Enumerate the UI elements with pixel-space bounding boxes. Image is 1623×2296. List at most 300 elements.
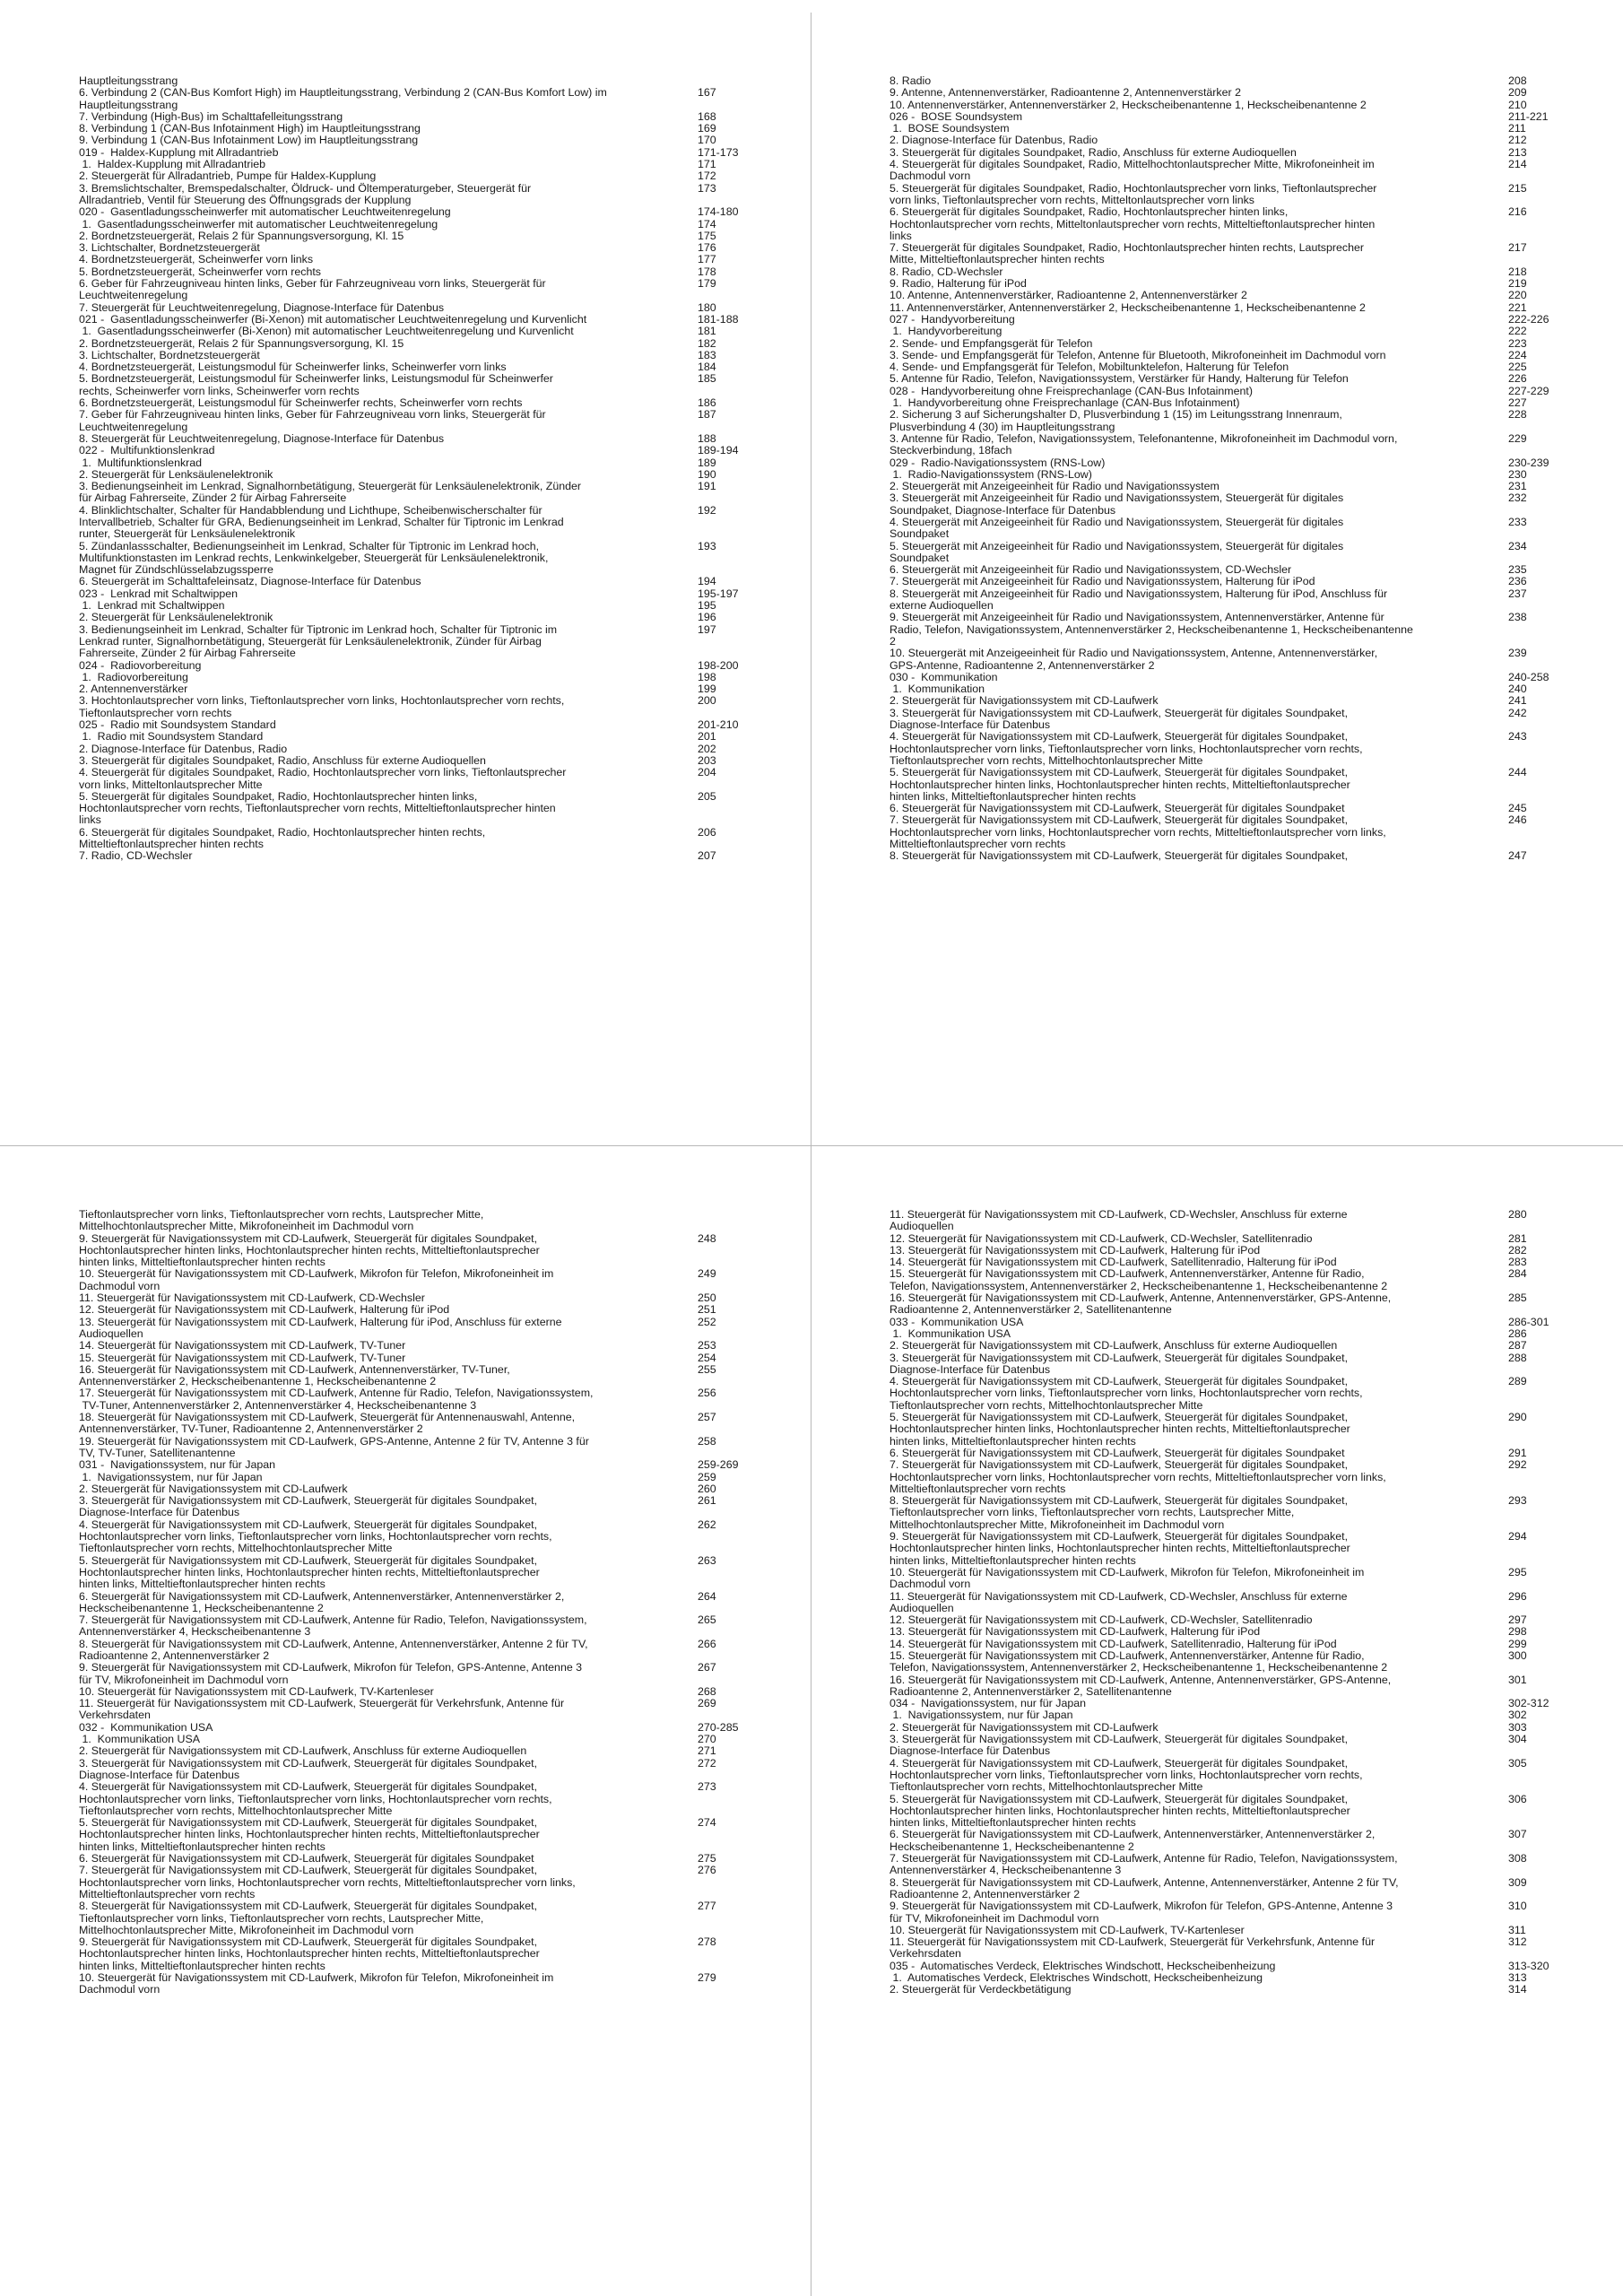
toc-entry — [890, 648, 1607, 672]
toc-entry — [890, 814, 1607, 850]
toc-entry — [79, 254, 796, 265]
toc-entry — [890, 1984, 1607, 1996]
toc-entry-title: 5. Steuergerät für digitales Soundpaket, Radio, Hochtonlautsprecher vorn links, Tieftonlautsprecher vorn links, Tieftonlautsprecher vorn rechts, Mitteltonlautsprecher vorn links — [890, 181, 1377, 206]
toc-page-number: 256 — [698, 1387, 716, 1400]
toc-entry — [79, 683, 796, 695]
toc-entry — [79, 1686, 796, 1698]
toc-entry — [79, 230, 796, 242]
toc-entry — [79, 183, 796, 207]
toc-entry — [890, 1209, 1607, 1233]
toc-entry — [890, 338, 1607, 350]
toc-entry-title: 028 - Handyvorbereitung ohne Freisprechanlage (CAN-Bus Infotainment) — [890, 384, 1253, 397]
toc-page-number: 266 — [698, 1637, 716, 1650]
toc-entry-title: 2. Bordnetzsteuergerät, Relais 2 für Spannungsversorgung, Kl. 15 — [79, 336, 404, 350]
toc-entry-title: 1. Handyvorbereitung ohne Freisprechanlage (CAN-Bus Infotainment) — [890, 396, 1240, 410]
toc-page-number: 243 — [1508, 730, 1527, 744]
toc-entry — [890, 1626, 1607, 1638]
toc-entry-title: 5. Steuergerät für Navigationssystem mit CD-Laufwerk, Steuergerät für digitales Soundpaket, Hochtonlautsprecher hinten links, Hochtonlautsprecher hinten rechts, Mitteltieftonlautsprecher hinten links, Mitteltieftonlautsprecher hinten rechts — [79, 1553, 540, 1591]
toc-page-number: 242 — [1508, 706, 1527, 719]
toc-entry-title: 026 - BOSE Soundsystem — [890, 109, 1023, 123]
toc-page-number: 252 — [698, 1315, 716, 1328]
toc-entry — [890, 1925, 1607, 1936]
toc-entry-title: 032 - Kommunikation USA — [79, 1720, 213, 1734]
toc-entry — [890, 492, 1607, 517]
toc-entry-title: 027 - Handyvorbereitung — [890, 312, 1015, 326]
toc-entry — [79, 135, 796, 146]
toc-page-number: 195 — [698, 599, 716, 613]
toc-page-number: 186 — [698, 396, 716, 410]
toc-page-number: 197 — [698, 622, 716, 636]
toc-entry-title: 6. Steuergerät mit Anzeigeeinheit für Radio und Navigationssystem, CD-Wechsler — [890, 563, 1292, 577]
toc-page-number: 247 — [1508, 849, 1527, 863]
toc-entry-title: 5. Steuergerät mit Anzeigeeinheit für Radio und Navigationssystem, Steuergerät für digitales Soundpaket — [890, 539, 1344, 564]
toc-entry-title: 4. Steuergerät für Navigationssystem mit CD-Laufwerk, Steuergerät für digitales Soundpaket, Hochtonlautsprecher vorn links, Tieftonlautsprecher vorn links, Hochtonlautsprecher vorn rechts, Tieftonlautsprecher vorn rechts, Mittelhochtonlautsprecher Mitte — [79, 1780, 552, 1817]
toc-page-number: 202 — [698, 742, 716, 755]
toc-entry-title: 7. Steuergerät mit Anzeigeeinheit für Radio und Navigationssystem, Halterung für iPod — [890, 575, 1315, 588]
toc-page-number: 277 — [698, 1900, 716, 1913]
toc-page-number: 257 — [698, 1411, 716, 1424]
toc-entry-title: 3. Lichtschalter, Bordnetzsteuergerät — [79, 348, 260, 361]
toc-page-number: 310 — [1508, 1900, 1527, 1913]
toc-entry — [79, 1817, 796, 1853]
toc-entry — [79, 1758, 796, 1782]
toc-page-number: 249 — [698, 1267, 716, 1281]
toc-entry — [79, 1412, 796, 1436]
toc-entry — [79, 1304, 796, 1316]
toc-entry — [79, 457, 796, 469]
toc-entry-title: 10. Steuergerät für Navigationssystem mit CD-Laufwerk, TV-Kartenleser — [79, 1684, 434, 1698]
toc-entry-title: 9. Steuergerät für Navigationssystem mit CD-Laufwerk, Steuergerät für digitales Soundpaket, Hochtonlautsprecher hinten links, Hochtonlautsprecher hinten rechts, Mitteltieftonlautsprecher hinten links, Mitteltieftonlautsprecher hinten rechts — [79, 1935, 540, 1972]
toc-entry-title: 3. Steuergerät für Navigationssystem mit CD-Laufwerk, Steuergerät für digitales Soundpaket, Diagnose-Interface für Datenbus — [890, 1351, 1349, 1376]
toc-entry — [890, 1257, 1607, 1268]
toc-entry-title: 3. Steuergerät für Navigationssystem mit CD-Laufwerk, Steuergerät für digitales Soundpaket, Diagnose-Interface für Datenbus — [890, 1733, 1349, 1758]
toc-entry — [890, 1459, 1607, 1495]
toc-page-number: 258 — [698, 1434, 716, 1448]
toc-entry — [79, 1436, 796, 1460]
toc-entry — [79, 433, 796, 445]
toc-page-number: 182 — [698, 336, 716, 350]
toc-page-number: 167 — [698, 86, 716, 100]
toc-entry — [79, 1340, 796, 1352]
toc-page-number: 307 — [1508, 1828, 1527, 1841]
toc-entry-title: 5. Bordnetzsteuergerät, Scheinwerfer vorn rechts — [79, 265, 321, 278]
toc-page-number: 181-188 — [698, 312, 739, 326]
toc-entry-title: 2. Steuergerät für Navigationssystem mit CD-Laufwerk, Anschluss für externe Audioquellen — [79, 1744, 527, 1758]
toc-entry-title: 11. Steuergerät für Navigationssystem mit CD-Laufwerk, CD-Wechsler, Anschluss für externe Audioquellen — [890, 1209, 1348, 1233]
toc-entry-title: 7. Steuergerät für Navigationssystem mit CD-Laufwerk, Steuergerät für digitales Soundpaket, Hochtonlautsprecher vorn links, Hochtonlautsprecher vorn rechts, Mitteltieftonlautsprecher vorn links, Mitteltieftonlautsprecher vorn rechts — [79, 1864, 576, 1900]
toc-page-number: 296 — [1508, 1589, 1527, 1603]
toc-page-number: 193 — [698, 539, 716, 552]
toc-entry-title: 3. Sende- und Empfangsgerät für Telefon, Antenne für Bluetooth, Mikrofoneinheit im Dachmodul vorn — [890, 348, 1386, 361]
toc-entry-title: 3. Bedienungseinheit im Lenkrad, Signalhornbetätigung, Steuergerät für Lenksäulenelektronik, Zünder für Airbag Fahrerseite, Zünder 2 für Airbag Fahrerseite — [79, 480, 582, 505]
toc-entry — [890, 1531, 1607, 1567]
toc-page-number: 270 — [698, 1733, 716, 1746]
toc-page-number: 179 — [698, 277, 716, 291]
toc-entry — [890, 135, 1607, 146]
toc-entry-title: 3. Steuergerät für Navigationssystem mit CD-Laufwerk, Steuergerät für digitales Soundpaket, Diagnose-Interface für Datenbus — [890, 706, 1349, 732]
toc-entry — [79, 600, 796, 612]
toc-page-number: 311 — [1508, 1923, 1526, 1936]
toc-entry — [79, 1639, 796, 1663]
toc-entry-title: 2. Steuergerät für Verdeckbetätigung — [890, 1983, 1072, 1996]
toc-entry — [79, 1268, 796, 1292]
toc-entry-title: 6. Steuergerät für digitales Soundpaket, Radio, Hochtonlautsprecher hinten links, Hochtonlautsprecher vorn rechts, Mitteltonlautsprecher vorn rechts, Mitteltieftonlautsprecher hinten links — [890, 205, 1376, 242]
toc-entry-title: 3. Steuergerät mit Anzeigeeinheit für Radio und Navigationssystem, Steuergerät für digitales Soundpaket, Diagnose-Interface für Datenbus — [890, 491, 1344, 517]
toc-entry-title: 11. Steuergerät für Navigationssystem mit CD-Laufwerk, Steuergerät für Verkehrsfunk, Antenne für Verkehrsdaten — [890, 1935, 1376, 1961]
toc-section — [79, 588, 796, 600]
toc-entry-title: 1. Automatisches Verdeck, Elektrisches Windschott, Heckscheibenheizung — [890, 1971, 1263, 1984]
toc-page-number: 261 — [698, 1494, 716, 1508]
toc-entry-title: 8. Steuergerät für Navigationssystem mit CD-Laufwerk, Steuergerät für digitales Soundpaket, Tieftonlautsprecher vorn links, Tieftonlautsprecher vorn rechts, Lautsprecher Mitte, Mittelhochtonlautsprecher Mitte, Mikrofoneinheit im Dachmodul vorn — [890, 1494, 1349, 1531]
toc-page-number: 205 — [698, 789, 716, 803]
toc-page-number: 276 — [698, 1864, 716, 1877]
toc-entry — [79, 1900, 796, 1936]
toc-entry-title: 1. Navigationssystem, nur für Japan — [890, 1709, 1073, 1722]
toc-entry — [79, 170, 796, 182]
toc-entry — [890, 1794, 1607, 1830]
toc-entry — [79, 505, 796, 541]
toc-entry — [890, 1292, 1607, 1317]
toc-page-number: 280 — [1508, 1209, 1527, 1221]
toc-page-number: 169 — [698, 122, 716, 135]
toc-entry-title: 13. Steuergerät für Navigationssystem mit CD-Laufwerk, Halterung für iPod — [890, 1243, 1261, 1257]
toc-entry — [79, 850, 796, 862]
toc-page-number: 218 — [1508, 265, 1527, 278]
toc-entry — [79, 111, 796, 123]
toc-entry-title: 2. Steuergerät für Navigationssystem mit CD-Laufwerk, Anschluss für externe Audioquellen — [890, 1339, 1338, 1352]
toc-page-number: 176 — [698, 241, 716, 255]
toc-entry-title: 10. Steuergerät für Navigationssystem mit CD-Laufwerk, TV-Kartenleser — [890, 1923, 1245, 1936]
toc-entry-title: 024 - Radiovorbereitung — [79, 658, 202, 672]
toc-entry — [79, 755, 796, 767]
toc-entry-title: 16. Steuergerät für Navigationssystem mit CD-Laufwerk, Antenne, Antennenverstärker, GPS-Antenne, Radioantenne 2, Antennenverstärker 2, Satellitenantenne — [890, 1292, 1392, 1317]
toc-page-number: 232 — [1508, 491, 1527, 505]
toc-page-number: 189-194 — [698, 444, 739, 457]
toc-entry-title: 1. Gasentladungsscheinwerfer (Bi-Xenon) mit automatischer Leuchtweitenregelung und Kurvenlicht — [79, 325, 574, 338]
toc-entry — [79, 219, 796, 230]
toc-entry-title: 5. Bordnetzsteuergerät, Leistungsmodul für Scheinwerfer links, Leistungsmodul für Scheinwerfer rechts, Scheinwerfer vorn links, Scheinwerfer vorn rechts — [79, 372, 553, 397]
toc-entry-title: 1. Radiovorbereitung — [79, 670, 188, 683]
toc-page-number: 201-210 — [698, 718, 739, 732]
toc-page-number: 304 — [1508, 1733, 1527, 1746]
toc-page-number: 240-258 — [1508, 670, 1549, 683]
toc-entry-title: 16. Steuergerät für Navigationssystem mit CD-Laufwerk, Antennenverstärker, TV-Tuner, Antennenverstärker 2, Heckscheibenantenne 1, Heckscheibenantenne 2 — [79, 1362, 510, 1388]
toc-entry-title: 9. Steuergerät für Navigationssystem mit CD-Laufwerk, Steuergerät für digitales Soundpaket, Hochtonlautsprecher hinten links, Hochtonlautsprecher hinten rechts, Mitteltieftonlautsprecher hinten links, Mitteltieftonlautsprecher hinten rechts — [890, 1530, 1350, 1567]
toc-entry — [79, 1865, 796, 1900]
toc-entry-title: 1. Kommunikation — [890, 683, 985, 696]
toc-entry — [890, 159, 1607, 183]
toc-entry-title: 030 - Kommunikation — [890, 670, 998, 683]
toc-page-number: 206 — [698, 825, 716, 839]
toc-entry-title: 4. Steuergerät mit Anzeigeeinheit für Radio und Navigationssystem, Steuergerät für digitales Soundpaket — [890, 515, 1344, 541]
toc-entry-title: 4. Bordnetzsteuergerät, Scheinwerfer vorn links — [79, 253, 314, 266]
toc-entry — [79, 481, 796, 505]
toc-page-number: 265 — [698, 1613, 716, 1627]
toc-page-number: 200 — [698, 694, 716, 708]
toc-page-number: 285 — [1508, 1292, 1527, 1305]
toc-entry — [890, 564, 1607, 576]
toc-entry — [890, 1853, 1607, 1877]
toc-page-number: 272 — [698, 1756, 716, 1770]
toc-entry — [79, 731, 796, 743]
toc-entry-title: 11. Antennenverstärker, Antennenverstärker 2, Heckscheibenantenne 1, Heckscheibenantenne 2 — [890, 300, 1366, 314]
toc-entry — [79, 1853, 796, 1865]
toc-entry — [890, 1412, 1607, 1448]
toc-entry — [890, 373, 1607, 385]
toc-page-number: 227 — [1508, 396, 1527, 410]
toc-entry-title: 12. Steuergerät für Navigationssystem mit CD-Laufwerk, CD-Wechsler, Satellitenradio — [890, 1231, 1313, 1245]
toc-page-number: 171 — [698, 158, 716, 171]
toc-page-number: 210 — [1508, 98, 1527, 111]
toc-entry-title: 15. Steuergerät für Navigationssystem mit CD-Laufwerk, Antennenverstärker, Antenne für Radio, Telefon, Navigationssystem, Antennenverstärker 2, Heckscheibenantenne 1, Heckscheibenantenne 2 — [890, 1267, 1388, 1292]
toc-entry-title: 4. Sende- und Empfangsgerät für Telefon, Mobiltunktelefon, Halterung für Telefon — [890, 361, 1289, 374]
toc-entry-title: 10. Steuergerät für Navigationssystem mit CD-Laufwerk, Mikrofon für Telefon, Mikrofoneinheit im Dachmodul vorn — [890, 1565, 1365, 1591]
toc-section — [890, 1698, 1607, 1709]
toc-page-number: 222-226 — [1508, 312, 1549, 326]
toc-page-number: 288 — [1508, 1351, 1527, 1364]
toc-entry — [79, 361, 796, 373]
toc-entry — [79, 744, 796, 755]
toc-page-number: 271 — [698, 1744, 716, 1758]
toc-entry — [79, 791, 796, 827]
toc-page-number: 270-285 — [698, 1720, 739, 1734]
toc-entry-title: 11. Steuergerät für Navigationssystem mit CD-Laufwerk, CD-Wechsler — [79, 1292, 425, 1305]
toc-entry-title: 3. Bremslichtschalter, Bremspedalschalter, Öldruck- und Öltemperaturgeber, Steuergerät für Allradantrieb, Ventil für Steuerung des Öffnungsgrads der Kupplung — [79, 181, 532, 206]
toc-page-number: 168 — [698, 109, 716, 123]
toc-entry-title: 2. Steuergerät für Lenksäulenelektronik — [79, 467, 273, 481]
toc-entry — [890, 433, 1607, 457]
toc-entry — [79, 1495, 796, 1519]
toc-entry-title: 5. Steuergerät für digitales Soundpaket, Radio, Hochtonlautsprecher hinten links, Hochtonlautsprecher vorn rechts, Tieftonlautsprecher vorn rechts, Mitteltieftonlautsprecher hinten links — [79, 789, 556, 827]
toc-entry-title: 8. Steuergerät für Leuchtweitenregelung, Diagnose-Interface für Datenbus — [79, 431, 445, 445]
toc-entry-title: 9. Steuergerät mit Anzeigeeinheit für Radio und Navigationssystem, Antennenverstärker, Antenne für Radio, Telefon, Navigationssystem, Antennenverstärker 2, Heckscheibenantenne 1, Heckscheibenantenne 2 — [890, 611, 1413, 648]
toc-entry — [890, 147, 1607, 159]
toc-entry-title: 14. Steuergerät für Navigationssystem mit CD-Laufwerk, TV-Tuner — [79, 1339, 406, 1352]
toc-page-number: 175 — [698, 229, 716, 242]
toc-entry — [890, 803, 1607, 814]
toc-entry — [890, 397, 1607, 409]
toc-page-number: 298 — [1508, 1625, 1527, 1639]
toc-entry — [79, 87, 796, 111]
toc-entry — [890, 266, 1607, 278]
toc-entry — [890, 1734, 1607, 1758]
toc-entry — [890, 350, 1607, 361]
toc-entry-title: 2. Antennenverstärker — [79, 683, 188, 696]
toc-entry-title: 1. Handyvorbereitung — [890, 325, 1002, 338]
toc-entry — [890, 1233, 1607, 1245]
toc-entry — [890, 517, 1607, 541]
toc-entry-title: 8. Verbindung 1 (CAN-Bus Infotainment High) im Hauptleitungsstrang — [79, 122, 421, 135]
page-divider-vertical-bottom — [811, 1146, 812, 2296]
toc-entry-title: 3. Hochtonlautsprecher vorn links, Tieftonlautsprecher vorn links, Hochtonlautsprecher vorn rechts, Tieftonlautsprecher vorn rechts — [79, 694, 565, 719]
toc-entry — [79, 75, 796, 87]
toc-entry — [79, 409, 796, 433]
toc-entry-title: 1. Lenkrad mit Schaltwippen — [79, 599, 225, 613]
toc-entry-title: 4. Steuergerät für Navigationssystem mit CD-Laufwerk, Steuergerät für digitales Soundpaket, Hochtonlautsprecher vorn links, Tieftonlautsprecher vorn links, Hochtonlautsprecher vorn rechts, Tieftonlautsprecher vorn rechts, Mittelhochtonlautsprecher Mitte — [890, 1756, 1363, 1794]
toc-entry — [79, 624, 796, 660]
toc-entry — [890, 1614, 1607, 1626]
toc-entry — [890, 850, 1607, 862]
toc-entry — [890, 469, 1607, 481]
toc-entry — [890, 1245, 1607, 1257]
toc-entry-title: 2. Steuergerät für Navigationssystem mit CD-Laufwerk — [890, 1720, 1159, 1734]
toc-entry — [79, 242, 796, 254]
toc-entry-title: 4. Steuergerät für Navigationssystem mit CD-Laufwerk, Steuergerät für digitales Soundpaket, Hochtonlautsprecher vorn links, Tieftonlautsprecher vorn links, Hochtonlautsprecher vorn rechts, Tieftonlautsprecher vorn rechts, Mittelhochtonlautsprecher Mitte — [79, 1518, 552, 1555]
toc-entry — [79, 1317, 796, 1341]
toc-page-number: 295 — [1508, 1565, 1527, 1578]
toc-entry-title: 7. Steuergerät für Navigationssystem mit CD-Laufwerk, Steuergerät für digitales Soundpaket, Hochtonlautsprecher vorn links, Hochtonlautsprecher vorn rechts, Mitteltieftonlautsprecher vorn links, Mitteltieftonlautsprecher vorn rechts — [890, 1458, 1386, 1495]
toc-entry-title: 5. Steuergerät für Navigationssystem mit CD-Laufwerk, Steuergerät für digitales Soundpaket, Hochtonlautsprecher hinten links, Hochtonlautsprecher hinten rechts, Mitteltieftonlautsprecher hinten links, Mitteltieftonlautsprecher hinten rechts — [890, 1792, 1350, 1830]
toc-page-number: 220 — [1508, 289, 1527, 302]
toc-page-number: 225 — [1508, 361, 1527, 374]
toc-entry — [890, 1376, 1607, 1412]
toc-page-number: 171-173 — [698, 145, 739, 159]
toc-page-number: 300 — [1508, 1648, 1527, 1662]
toc-page-number: 262 — [698, 1518, 716, 1531]
toc-page-number: 269 — [698, 1697, 716, 1710]
toc-page-number: 217 — [1508, 241, 1527, 255]
toc-entry — [890, 1495, 1607, 1531]
toc-entry — [890, 278, 1607, 290]
page-4 — [890, 1209, 1607, 2281]
toc-entry-title: 025 - Radio mit Soundsystem Standard — [79, 718, 276, 732]
page-1 — [79, 75, 796, 1089]
toc-page-number: 204 — [698, 766, 716, 779]
toc-entry — [79, 1233, 796, 1269]
toc-entry — [79, 350, 796, 361]
toc-page-number: 216 — [1508, 205, 1527, 219]
toc-entry-title: 6. Steuergerät für digitales Soundpaket, Radio, Hochtonlautsprecher hinten rechts, Mitteltieftonlautsprecher hinten rechts — [79, 825, 486, 850]
toc-entry-title: 7. Steuergerät für Navigationssystem mit CD-Laufwerk, Steuergerät für digitales Soundpaket, Hochtonlautsprecher vorn links, Hochtonlautsprecher vorn rechts, Mitteltieftonlautsprecher vorn links, Mitteltieftonlautsprecher vorn rechts — [890, 813, 1386, 850]
toc-entry-title: 11. Steuergerät für Navigationssystem mit CD-Laufwerk, CD-Wechsler, Anschluss für externe Audioquellen — [890, 1589, 1348, 1614]
toc-entry — [79, 373, 796, 397]
toc-page-number: 185 — [698, 372, 716, 386]
toc-section — [890, 1317, 1607, 1328]
toc-entry-title: 8. Radio — [890, 75, 932, 87]
toc-entry-title: 11. Steuergerät für Navigationssystem mit CD-Laufwerk, Steuergerät für Verkehrsfunk, Antenne für Verkehrsdaten — [79, 1697, 565, 1722]
toc-entry-title: 2. Steuergerät mit Anzeigeeinheit für Radio und Navigationssystem — [890, 480, 1219, 493]
toc-entry-title: 1. Radio mit Soundsystem Standard — [79, 730, 264, 744]
toc-entry — [890, 1972, 1607, 1984]
toc-page-number: 228 — [1508, 408, 1527, 422]
toc-entry-title: 4. Bordnetzsteuergerät, Leistungsmodul für Scheinwerfer links, Scheinwerfer vorn links — [79, 361, 507, 374]
toc-entry — [79, 1519, 796, 1555]
toc-page-number: 263 — [698, 1553, 716, 1567]
toc-page-number: 268 — [698, 1684, 716, 1698]
toc-entry-title: 8. Steuergerät mit Anzeigeeinheit für Radio und Navigationssystem, Halterung für iPod, Anschluss für externe Audioquellen — [890, 587, 1388, 613]
toc-section — [890, 457, 1607, 469]
toc-entry-title: 10. Antennenverstärker, Antennenverstärker 2, Heckscheibenantenne 1, Heckscheibenantenne 2 — [890, 98, 1367, 111]
toc-page-number: 196 — [698, 611, 716, 624]
toc-entry — [890, 1328, 1607, 1340]
toc-page-number: 278 — [698, 1935, 716, 1949]
toc-entry — [890, 123, 1607, 135]
toc-entry-title: 12. Steuergerät für Navigationssystem mit CD-Laufwerk, CD-Wechsler, Satellitenradio — [890, 1613, 1313, 1627]
toc-page-number: 172 — [698, 170, 716, 183]
toc-entry-title: 1. Navigationssystem, nur für Japan — [79, 1470, 263, 1483]
toc-page-number: 308 — [1508, 1852, 1527, 1866]
toc-entry-title: 6. Steuergerät im Schalttafeleinsatz, Diagnose-Interface für Datenbus — [79, 575, 421, 588]
toc-entry-title: 9. Verbindung 1 (CAN-Bus Infotainment Low) im Hauptleitungsstrang — [79, 134, 419, 147]
toc-entry-title: 1. Haldex-Kupplung mit Allradantrieb — [79, 158, 266, 171]
toc-page-number: 230-239 — [1508, 456, 1549, 469]
toc-page-number: 287 — [1508, 1339, 1527, 1352]
toc-entry — [79, 1483, 796, 1495]
toc-entry-title: 5. Steuergerät für Navigationssystem mit CD-Laufwerk, Steuergerät für digitales Soundpaket, Hochtonlautsprecher hinten links, Hochtonlautsprecher hinten rechts, Mitteltieftonlautsprecher hinten links, Mitteltieftonlautsprecher hinten rechts — [79, 1816, 540, 1853]
toc-page-number: 211 — [1508, 122, 1526, 135]
toc-page-number: 313-320 — [1508, 1959, 1549, 1972]
toc-entry-title: 17. Steuergerät für Navigationssystem mit CD-Laufwerk, Antenne für Radio, Telefon, Navigationssystem, TV-Tuner, Antennenverstärker 2, Antennenverstärker 4, Heckscheibenantenne 3 — [79, 1387, 594, 1412]
toc-page-number: 184 — [698, 361, 716, 374]
toc-entry — [79, 1472, 796, 1483]
toc-page-number: 189 — [698, 456, 716, 469]
toc-entry-title: 6. Bordnetzsteuergerät, Leistungsmodul für Scheinwerfer rechts, Scheinwerfer vorn rechts — [79, 396, 523, 410]
toc-entry-title: 7. Steuergerät für Navigationssystem mit CD-Laufwerk, Antenne für Radio, Telefon, Navigationssystem, Antennenverstärker 4, Heckscheibenantenne 3 — [79, 1613, 587, 1639]
toc-entry-title: 1. Gasentladungsscheinwerfer mit automatischer Leuchtweitenregelung — [79, 217, 438, 230]
toc-entry-title: 8. Radio, CD-Wechsler — [890, 265, 1003, 278]
toc-entry-title: 1. Kommunikation USA — [890, 1326, 1011, 1340]
toc-entry-title: 6. Steuergerät für Navigationssystem mit CD-Laufwerk, Steuergerät für digitales Soundpaket — [890, 802, 1345, 815]
toc-entry-title: 3. Antenne für Radio, Telefon, Navigationssystem, Telefonantenne, Mikrofoneinheit im Dachmodul vorn, Steckverbindung, 18fach — [890, 431, 1398, 457]
toc-page-number: 301 — [1508, 1673, 1527, 1686]
toc-entry — [79, 1591, 796, 1615]
page-3 — [79, 1209, 796, 2281]
toc-entry — [79, 1555, 796, 1591]
toc-entry — [890, 1936, 1607, 1961]
toc-section — [79, 206, 796, 218]
toc-entry-title: 5. Antenne für Radio, Telefon, Navigationssystem, Verstärker für Handy, Halterung für Telefon — [890, 372, 1349, 386]
toc-entry-title: 9. Antenne, Antennenverstärker, Radioantenne 2, Antennenverstärker 2 — [890, 86, 1241, 100]
toc-entry-title: 10. Antenne, Antennenverstärker, Radioantenne 2, Antennenverstärker 2 — [890, 289, 1247, 302]
toc-page-number: 286 — [1508, 1326, 1527, 1340]
toc-entry — [79, 159, 796, 170]
toc-section — [79, 147, 796, 159]
toc-page-number: 313 — [1508, 1971, 1527, 1984]
toc-entry-title: 033 - Kommunikation USA — [890, 1315, 1024, 1328]
toc-page-number: 297 — [1508, 1613, 1527, 1627]
toc-page-number: 194 — [698, 575, 716, 588]
toc-entry — [79, 1734, 796, 1745]
toc-page-number: 234 — [1508, 539, 1527, 552]
toc-entry — [890, 683, 1607, 695]
toc-page-number: 183 — [698, 348, 716, 361]
toc-entry-title: 6. Steuergerät für Navigationssystem mit CD-Laufwerk, Antennenverstärker, Antennenverstärker 2, Heckscheibenantenne 1, Heckscheibenantenne 2 — [79, 1589, 565, 1614]
toc-entry — [79, 1936, 796, 1972]
toc-page-number: 283 — [1508, 1256, 1527, 1269]
toc-page-number: 213 — [1508, 145, 1527, 159]
toc-entry — [79, 1781, 796, 1817]
toc-section — [890, 1961, 1607, 1972]
toc-entry — [79, 1972, 796, 1996]
toc-entry — [890, 708, 1607, 732]
toc-page-number: 239 — [1508, 647, 1527, 660]
toc-page-number: 173 — [698, 181, 716, 195]
toc-entry-title: 10. Steuergerät mit Anzeigeeinheit für Radio und Navigationssystem, Antenne, Antennenverstärker, GPS-Antenne, Radioantenne 2, Antennenverstärker 2 — [890, 647, 1378, 672]
toc-entry — [79, 123, 796, 135]
toc-page-number: 230 — [1508, 467, 1527, 481]
toc-entry — [890, 1268, 1607, 1292]
toc-page-number: 177 — [698, 253, 716, 266]
toc-page-number: 314 — [1508, 1983, 1527, 1996]
toc-entry — [890, 1591, 1607, 1615]
toc-entry-title: 020 - Gasentladungsscheinwerfer mit automatischer Leuchtweitenregelung — [79, 205, 451, 219]
toc-page-number: 174-180 — [698, 205, 739, 219]
toc-entry-title: 3. Steuergerät für digitales Soundpaket, Radio, Anschluss für externe Audioquellen — [890, 145, 1297, 159]
toc-entry-title: 4. Steuergerät für Navigationssystem mit CD-Laufwerk, Steuergerät für digitales Soundpaket, Hochtonlautsprecher vorn links, Tieftonlautsprecher vorn links, Hochtonlautsprecher vorn rechts, Tieftonlautsprecher vorn rechts, Mittelhochtonlautsprecher Mitte — [890, 1375, 1363, 1412]
toc-entry-title: 034 - Navigationssystem, nur für Japan — [890, 1697, 1087, 1710]
toc-page-number: 215 — [1508, 181, 1527, 195]
toc-entry — [79, 1662, 796, 1686]
